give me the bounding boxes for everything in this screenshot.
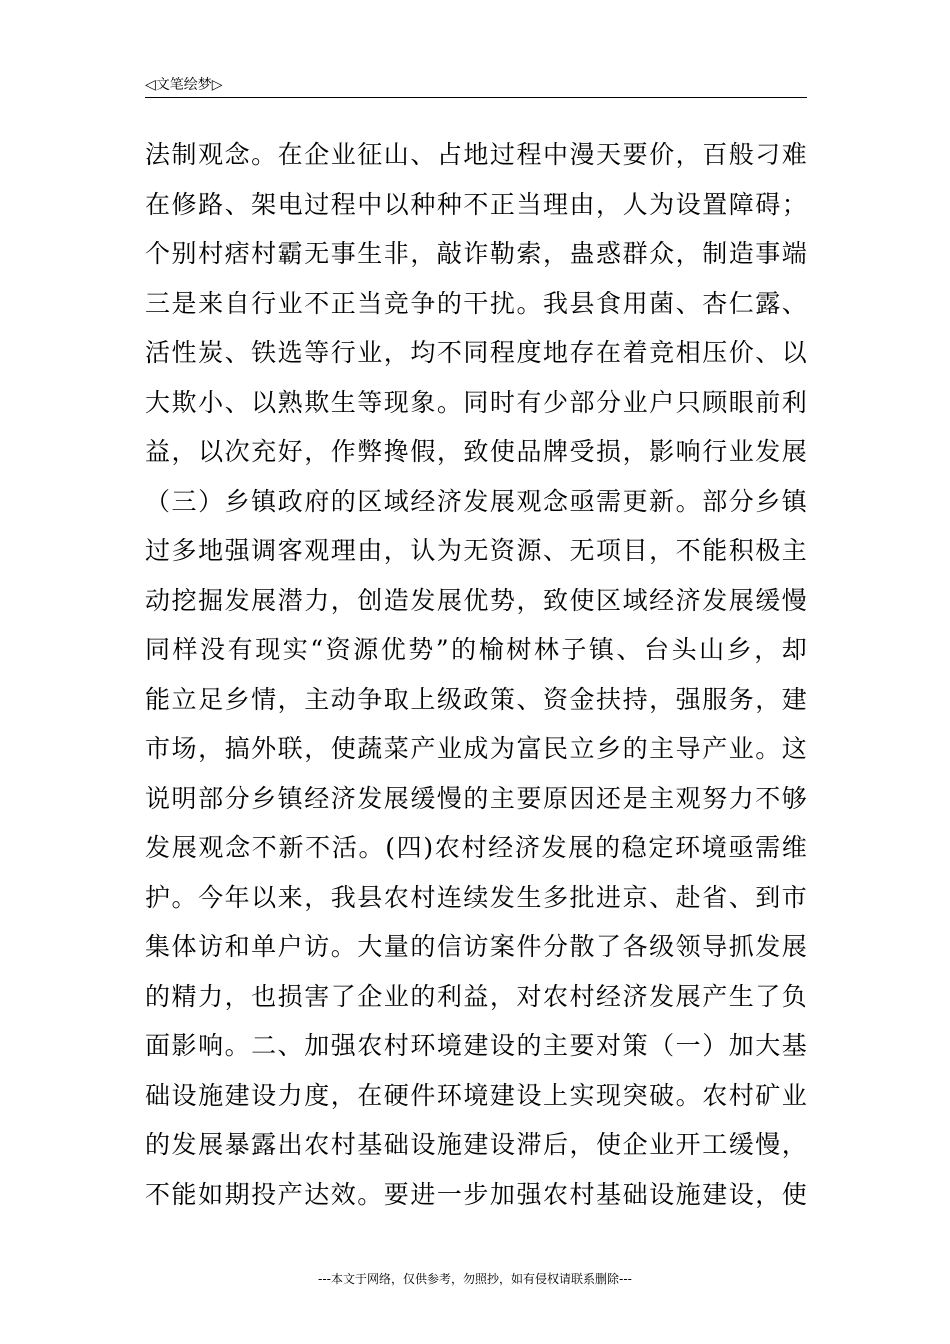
body-line: 说明部分乡镇经济发展缓慢的主要原因还是主观努力不够 xyxy=(145,783,807,813)
page-header xyxy=(145,75,807,97)
header-title: ◁文笔绘梦▷ xyxy=(145,77,223,93)
body-line: 面影响。二、加强农村环境建设的主要对策（一）加大基 xyxy=(145,1031,807,1060)
body-line: 护。今年以来，我县农村连续发生多批进京、赴省、到市 xyxy=(145,882,807,912)
page-footer-notice: ---本文于网络，仅供参考，勿照抄，如有侵权请联系删除--- xyxy=(318,1272,632,1286)
body-line: 不能如期投产达效。要进一步加强农村基础设施建设，使 xyxy=(145,1179,807,1209)
body-line: 三是来自行业不正当竞争的干扰。我县食用菌、杏仁露、 xyxy=(145,288,807,318)
body-line: 活性炭、铁选等行业，均不同程度地存在着竞相压价、以 xyxy=(145,338,807,367)
body-line: 个别村痞村霸无事生非，敲诈勒索，蛊惑群众，制造事端 xyxy=(145,239,807,268)
body-line: 的精力，也损害了企业的利益，对农村经济发展产生了负 xyxy=(145,981,807,1011)
body-line: 法制观念。在企业征山、占地过程中漫天要价，百般刁难 xyxy=(145,140,807,169)
body-line: 的发展暴露出农村基础设施建设滞后，使企业开工缓慢， xyxy=(145,1130,807,1159)
body-line: 础设施建设力度，在硬件环境建设上实现突破。农村矿业 xyxy=(145,1080,807,1110)
body-line: 在修路、架电过程中以种种不正当理由，人为设置障碍； xyxy=(145,189,807,219)
body-line: 过多地强调客观理由，认为无资源、无项目，不能积极主 xyxy=(145,536,807,565)
body-line: （三）乡镇政府的区域经济发展观念亟需更新。部分乡镇 xyxy=(145,486,807,516)
header-divider xyxy=(145,97,807,98)
body-line: 同样没有现实“资源优势”的榆树林子镇、台头山乡，却 xyxy=(145,635,807,664)
body-line: 能立足乡情，主动争取上级政策、资金扶持，强服务，建 xyxy=(145,684,807,714)
body-line: 动挖掘发展潜力，创造发展优势，致使区域经济发展缓慢 xyxy=(145,585,807,615)
body-line: 大欺小、以熟欺生等现象。同时有少部分业户只顾眼前利 xyxy=(145,387,807,417)
body-line: 益，以次充好，作弊搀假，致使品牌受损，影响行业发展 xyxy=(145,437,807,466)
document-body xyxy=(145,130,807,1219)
body-line: 发展观念不新不活。(四)农村经济发展的稳定环境亟需维 xyxy=(145,833,807,862)
body-line: 集体访和单户访。大量的信访案件分散了各级领导抓发展 xyxy=(145,932,807,961)
body-line: 市场，搞外联，使蔬菜产业成为富民立乡的主导产业。这 xyxy=(145,734,807,763)
